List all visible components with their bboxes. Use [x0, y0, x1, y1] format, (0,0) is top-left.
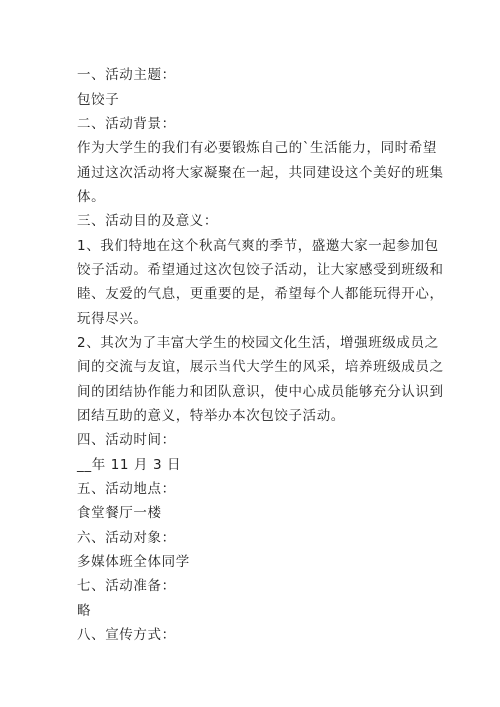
heading-activity-theme: 一、活动主题：	[77, 67, 176, 83]
purpose-1-line-4: 玩得尽兴。	[77, 311, 148, 327]
activity-time-text: __年 11 月 3 日	[77, 457, 182, 473]
background-line-2: 通过这次活动将大家凝聚在一起，共同建设这个美好的班集	[77, 165, 444, 181]
activity-theme-text: 包饺子	[77, 92, 120, 108]
background-line-1: 作为大学生的我们有必要锻炼自己的`生活能力，同时希望	[77, 140, 437, 156]
purpose-2-line-4: 团结互助的意义，特举办本次包饺子活动。	[77, 408, 345, 424]
activity-preparation-text: 略	[77, 603, 92, 619]
heading-purpose-significance: 三、活动目的及意义：	[77, 213, 218, 229]
heading-activity-background: 二、活动背景：	[77, 116, 176, 132]
purpose-1-line-3: 睦、友爱的气息，更重要的是，希望每个人都能玩得开心，	[77, 286, 444, 302]
purpose-2-line-2: 间的交流与友谊，展示当代大学生的风采，培养班级成员之	[77, 359, 444, 375]
activity-location-text: 食堂餐厅一楼	[77, 505, 162, 521]
purpose-1-line-2: 饺子活动。希望通过这次包饺子活动，让大家感受到班级和	[77, 262, 444, 278]
activity-participants-text: 多媒体班全体同学	[77, 554, 190, 570]
heading-activity-location: 五、活动地点：	[77, 481, 176, 497]
heading-activity-participants: 六、活动对象：	[77, 530, 176, 546]
heading-publicity-method: 八、宣传方式：	[77, 627, 176, 643]
purpose-2-line-3: 间的团结协作能力和团队意识，使中心成员能够充分认识到	[77, 384, 444, 400]
heading-activity-preparation: 七、活动准备：	[77, 578, 176, 594]
heading-activity-time: 四、活动时间：	[77, 432, 176, 448]
purpose-1-line-1: 1、我们特地在这个秋高气爽的季节，盛邀大家一起参加包	[77, 238, 439, 254]
purpose-2-line-1: 2、其次为了丰富大学生的校园文化生活，增强班级成员之	[77, 335, 439, 351]
background-line-3: 体。	[77, 189, 106, 205]
